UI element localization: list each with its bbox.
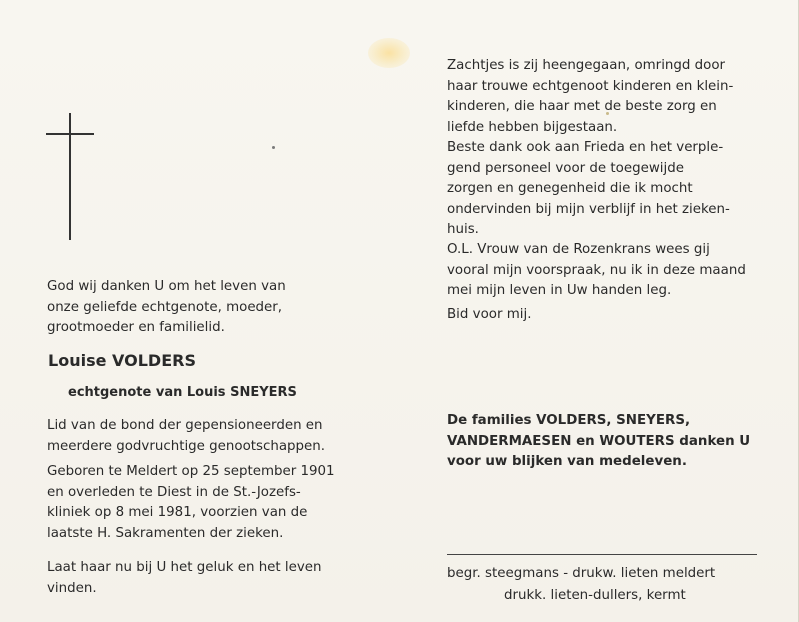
- paper-stain: [368, 38, 410, 68]
- printer-credit-secondary: drukk. lieten-dullers, kermt: [504, 588, 686, 603]
- families-line: VANDERMAESEN en WOUTERS danken U: [447, 433, 751, 449]
- thanks-paragraph: [447, 138, 730, 241]
- paragraph-line: kinderen, die haar met de beste zorg en: [447, 99, 717, 114]
- paragraph-line: O.L. Vrouw van de Rozenkrans wees gij: [447, 242, 710, 257]
- paragraph-line: haar trouwe echtgenoot kinderen en klein-: [447, 78, 734, 94]
- membership-line: meerdere godvruchtige genootschappen.: [47, 438, 326, 454]
- paragraph-line: ondervinden bij mijn verblijf in het zieken-: [447, 201, 730, 217]
- cross-icon-bar: [46, 133, 94, 135]
- prayer-line: Laat haar nu bij U het geluk en het leven: [47, 560, 322, 575]
- paragraph-line: mei mijn leven in Uw handen leg.: [447, 283, 672, 298]
- paragraph-line: huis.: [447, 222, 479, 237]
- paragraph-line: gend personeel voor de toegewijde: [447, 160, 684, 176]
- bio-line: kliniek op 8 mei 1981, voorzien van de: [47, 505, 308, 520]
- paragraph-line: vooral mijn voorspraak, nu ik in deze maand: [447, 262, 746, 278]
- intro-line: onze geliefde echtgenote, moeder,: [47, 299, 283, 315]
- prayer-text: [47, 558, 322, 599]
- speck: [272, 146, 275, 149]
- intro-line: grootmoeder en familielid.: [47, 320, 225, 335]
- intro-text: [47, 277, 286, 339]
- paragraph-line: liefde hebben bijgestaan.: [447, 119, 618, 135]
- paragraph-line: Beste dank ook aan Frieda en het verple-: [447, 140, 724, 155]
- bio-line: laatste H. Sakramenten der zieken.: [47, 525, 284, 541]
- spouse-line: echtgenote van Louis SNEYERS: [68, 385, 297, 400]
- membership-text: [47, 416, 325, 457]
- bio-line: Geboren te Meldert op 25 september 1901: [47, 464, 335, 479]
- bio-line: en overleden te Diest in de St.-Jozefs-: [47, 484, 301, 500]
- farewell-paragraph: [447, 56, 733, 138]
- paragraph-line: zorgen en genegenheid die ik mocht: [447, 181, 693, 196]
- families-line: De families VOLDERS, SNEYERS,: [447, 413, 691, 428]
- deceased-name: Louise VOLDERS: [48, 351, 196, 370]
- membership-line: Lid van de bond der gepensioneerden en: [47, 418, 323, 433]
- intro-line: God wij danken U om het leven van: [47, 279, 286, 294]
- prayer-line: vinden.: [47, 580, 97, 596]
- printer-credit: begr. steegmans - drukw. lieten meldert: [447, 566, 716, 581]
- divider: [447, 554, 757, 555]
- families-thanks: [447, 411, 750, 473]
- families-line: voor uw blijken van medeleven.: [447, 454, 687, 469]
- devotion-paragraph: [447, 240, 746, 302]
- biography-text: [47, 462, 335, 544]
- paragraph-line: Zachtjes is zij heengegaan, omringd door: [447, 58, 726, 73]
- closing-line: Bid voor mij.: [447, 307, 532, 322]
